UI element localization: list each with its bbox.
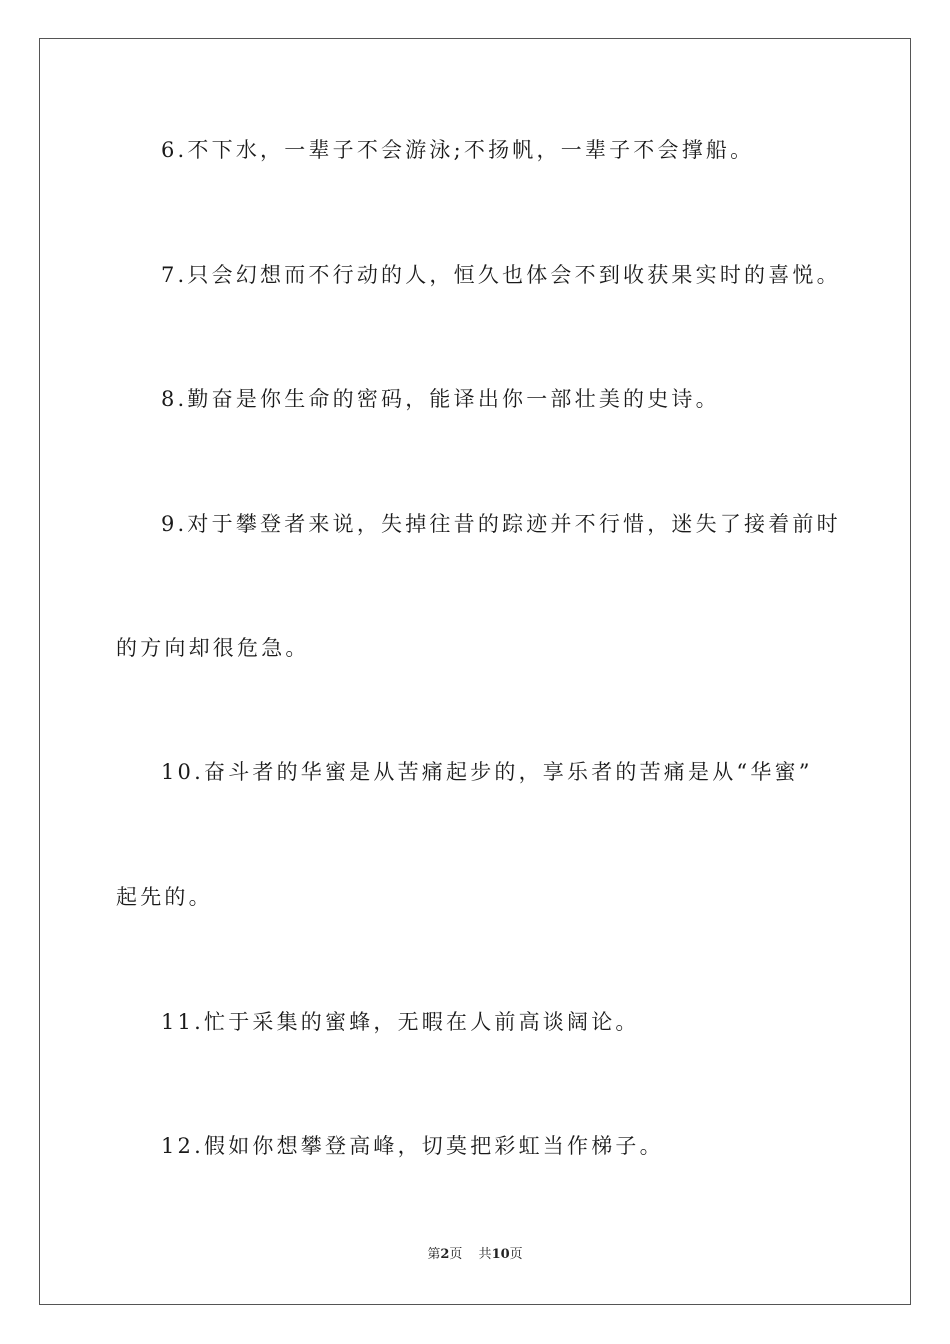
quote-7: 7.只会幻想而不行动的人，恒久也体会不到收获果实时的喜悦。 [161, 263, 841, 287]
total-pages-number: 10 [491, 1247, 510, 1262]
quote-10-line-1: 10.奋斗者的华蜜是从苦痛起步的，享乐者的苦痛是从“华蜜” [161, 760, 813, 784]
quote-9-line-1: 9.对于攀登者来说，失掉往昔的踪迹并不行惜，迷失了接着前时 [161, 512, 841, 536]
quote-6: 6.不下水，一辈子不会游泳;不扬帆，一辈子不会撑船。 [161, 138, 755, 162]
page-indicator: 第2页 [427, 1247, 463, 1262]
quote-11: 11.忙于采集的蜜蜂，无暇在人前高谈阔论。 [161, 1010, 640, 1034]
quote-10-line-2: 起先的。 [116, 885, 213, 909]
page-number: 2 [440, 1247, 450, 1262]
page-border [39, 38, 911, 1305]
total-pages-indicator: 共10页 [478, 1247, 523, 1262]
quote-9-line-2: 的方向却很危急。 [116, 636, 310, 660]
quote-8: 8.勤奋是你生命的密码，能译出你一部壮美的史诗。 [161, 387, 720, 411]
page-footer [0, 1245, 950, 1265]
quote-12: 12.假如你想攀登高峰，切莫把彩虹当作梯子。 [161, 1134, 664, 1158]
